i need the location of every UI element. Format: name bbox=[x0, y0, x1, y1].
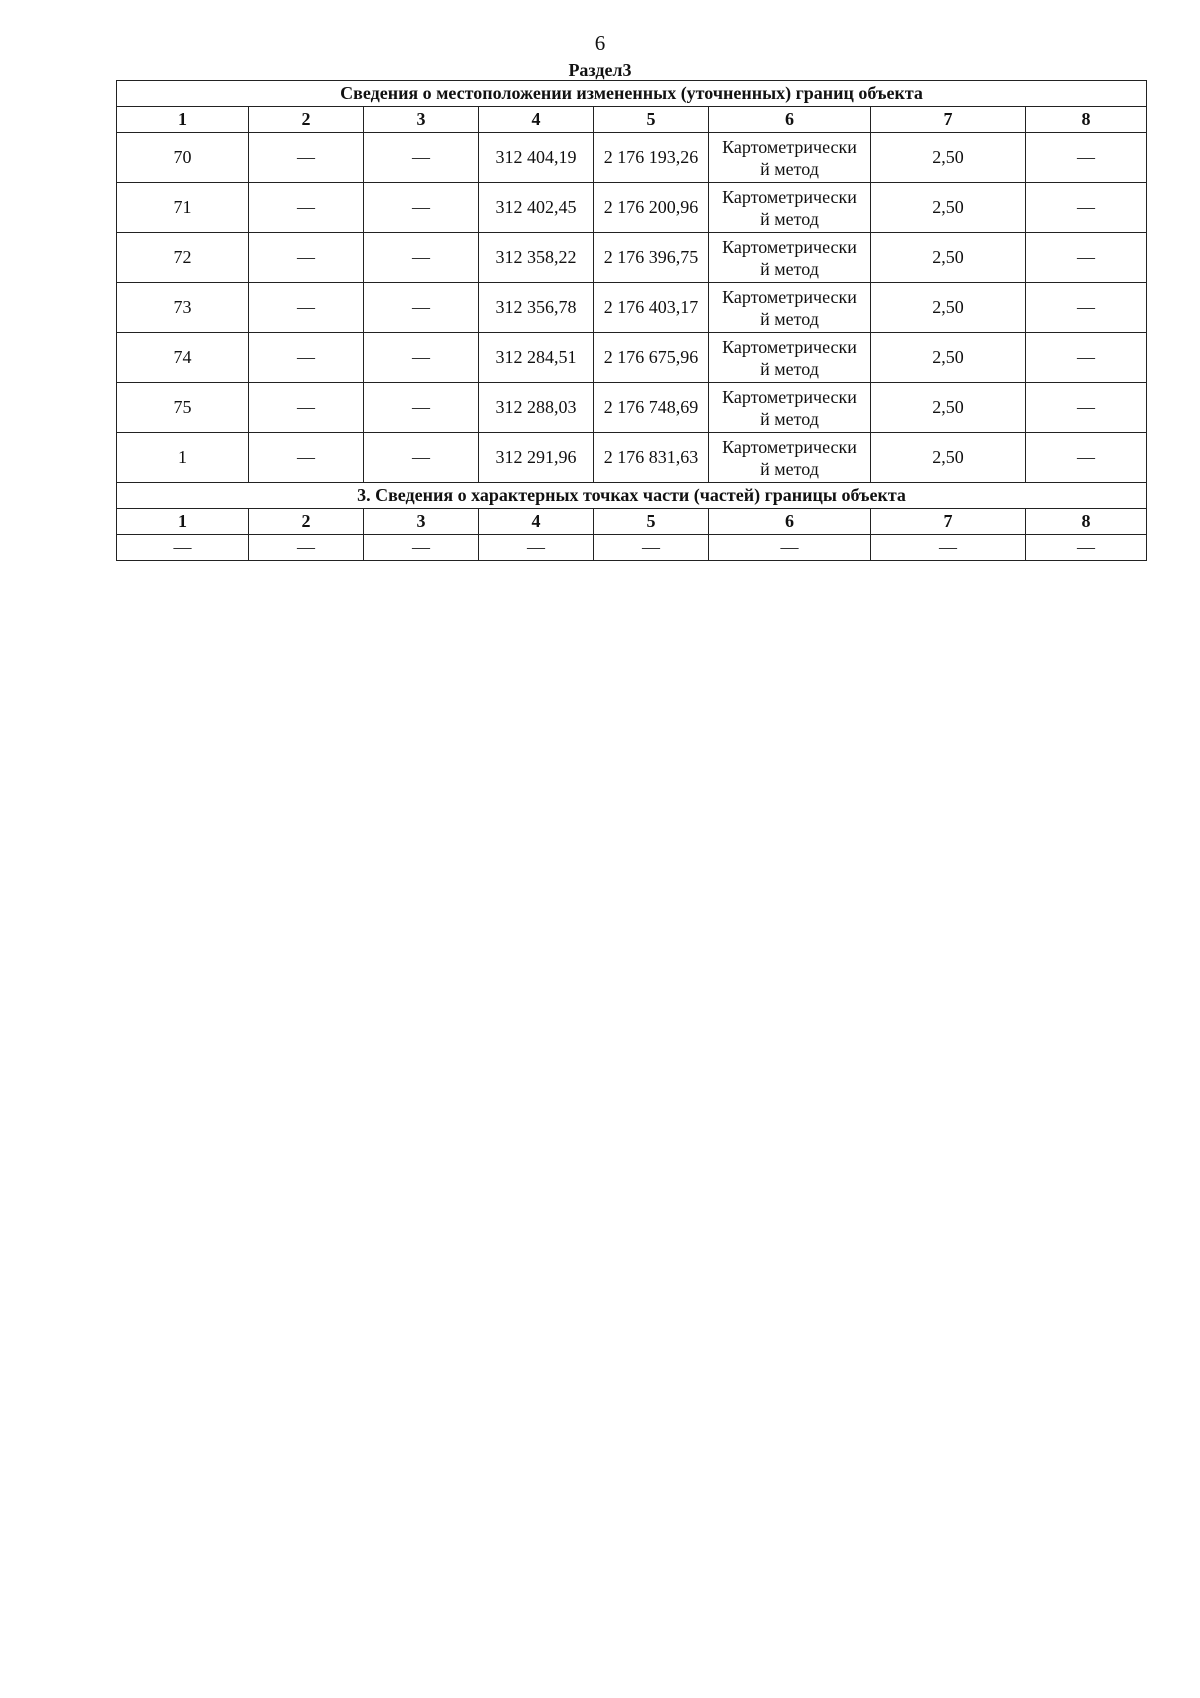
method-line: й метод bbox=[760, 408, 819, 429]
column-header: 4 bbox=[479, 509, 594, 535]
table-cell: — bbox=[249, 133, 364, 183]
method-line: Картометрически bbox=[722, 136, 857, 157]
column-header: 8 bbox=[1026, 509, 1147, 535]
point-number-cell: 70 bbox=[117, 133, 249, 183]
column-header: 5 bbox=[594, 509, 709, 535]
accuracy-cell: 2,50 bbox=[871, 133, 1026, 183]
table-body bbox=[117, 81, 1147, 561]
coordinate-x-cell: 312 402,45 bbox=[479, 183, 594, 233]
accuracy-cell: 2,50 bbox=[871, 183, 1026, 233]
column-header: 5 bbox=[594, 107, 709, 133]
table-row bbox=[117, 283, 1147, 333]
coordinate-y-cell: 2 176 396,75 bbox=[594, 233, 709, 283]
method-line: Картометрически bbox=[722, 286, 857, 307]
table-cell: — bbox=[249, 183, 364, 233]
table-cell: — bbox=[364, 333, 479, 383]
method-cell bbox=[709, 383, 871, 433]
boundary-points-table bbox=[116, 80, 1147, 561]
table-cell: — bbox=[871, 535, 1026, 561]
page-number: 6 bbox=[594, 31, 606, 55]
table-cell: — bbox=[249, 233, 364, 283]
part-points-caption-row bbox=[117, 483, 1147, 509]
table-cell: — bbox=[1026, 333, 1147, 383]
table-cell: — bbox=[1026, 133, 1147, 183]
point-number-cell: 75 bbox=[117, 383, 249, 433]
method-line: й метод bbox=[760, 158, 819, 179]
table-cell: — bbox=[1026, 183, 1147, 233]
method-cell bbox=[709, 283, 871, 333]
method-cell bbox=[709, 233, 871, 283]
column-header: 6 bbox=[709, 107, 871, 133]
table-row bbox=[117, 183, 1147, 233]
column-header: 3 bbox=[364, 509, 479, 535]
method-cell bbox=[709, 433, 871, 483]
table-caption-row bbox=[117, 81, 1147, 107]
method-cell bbox=[709, 333, 871, 383]
section-title: Раздел3 bbox=[568, 60, 632, 80]
table-cell: — bbox=[249, 433, 364, 483]
method-line: й метод bbox=[760, 308, 819, 329]
coordinate-x-cell: 312 291,96 bbox=[479, 433, 594, 483]
coordinate-y-cell: 2 176 831,63 bbox=[594, 433, 709, 483]
table-cell: — bbox=[1026, 283, 1147, 333]
method-line: й метод bbox=[760, 258, 819, 279]
table-cell: — bbox=[364, 233, 479, 283]
coordinate-y-cell: 2 176 403,17 bbox=[594, 283, 709, 333]
coordinate-y-cell: 2 176 675,96 bbox=[594, 333, 709, 383]
table-row bbox=[117, 133, 1147, 183]
method-cell bbox=[709, 183, 871, 233]
column-header: 1 bbox=[117, 509, 249, 535]
table-cell: — bbox=[1026, 433, 1147, 483]
accuracy-cell: 2,50 bbox=[871, 283, 1026, 333]
table-cell: — bbox=[1026, 535, 1147, 561]
table-cell: — bbox=[364, 433, 479, 483]
coordinate-x-cell: 312 358,22 bbox=[479, 233, 594, 283]
table-cell: — bbox=[364, 283, 479, 333]
method-line: Картометрически bbox=[722, 386, 857, 407]
method-line: й метод bbox=[760, 358, 819, 379]
point-number-cell: 1 bbox=[117, 433, 249, 483]
table-cell: — bbox=[364, 383, 479, 433]
method-line: й метод bbox=[760, 208, 819, 229]
point-number-cell: 72 bbox=[117, 233, 249, 283]
column-header: 7 bbox=[871, 107, 1026, 133]
table-row bbox=[117, 535, 1147, 561]
point-number-cell: 73 bbox=[117, 283, 249, 333]
table-cell: — bbox=[249, 535, 364, 561]
column-header: 2 bbox=[249, 107, 364, 133]
table-cell: — bbox=[117, 535, 249, 561]
table-cell: — bbox=[709, 535, 871, 561]
coordinate-x-cell: 312 284,51 bbox=[479, 333, 594, 383]
table-row bbox=[117, 433, 1147, 483]
table-row bbox=[117, 333, 1147, 383]
table-cell: — bbox=[594, 535, 709, 561]
accuracy-cell: 2,50 bbox=[871, 383, 1026, 433]
coordinate-y-cell: 2 176 748,69 bbox=[594, 383, 709, 433]
method-line: Картометрически bbox=[722, 236, 857, 257]
table-cell: — bbox=[364, 133, 479, 183]
table-caption: Сведения о местоположении измененных (уточненных) границ объекта bbox=[117, 81, 1147, 107]
point-number-cell: 74 bbox=[117, 333, 249, 383]
accuracy-cell: 2,50 bbox=[871, 333, 1026, 383]
method-cell bbox=[709, 133, 871, 183]
accuracy-cell: 2,50 bbox=[871, 233, 1026, 283]
table-cell: — bbox=[1026, 383, 1147, 433]
method-line: Картометрически bbox=[722, 336, 857, 357]
method-line: Картометрически bbox=[722, 186, 857, 207]
coordinate-x-cell: 312 404,19 bbox=[479, 133, 594, 183]
coordinate-x-cell: 312 356,78 bbox=[479, 283, 594, 333]
column-header: 4 bbox=[479, 107, 594, 133]
column-header: 7 bbox=[871, 509, 1026, 535]
column-header: 3 bbox=[364, 107, 479, 133]
table-cell: — bbox=[364, 183, 479, 233]
column-header: 2 bbox=[249, 509, 364, 535]
coordinate-y-cell: 2 176 193,26 bbox=[594, 133, 709, 183]
table-row bbox=[117, 383, 1147, 433]
table-cell: — bbox=[479, 535, 594, 561]
table-cell: — bbox=[1026, 233, 1147, 283]
coordinate-y-cell: 2 176 200,96 bbox=[594, 183, 709, 233]
coordinate-x-cell: 312 288,03 bbox=[479, 383, 594, 433]
table-cell: — bbox=[249, 283, 364, 333]
part-points-header-row bbox=[117, 509, 1147, 535]
point-number-cell: 71 bbox=[117, 183, 249, 233]
table-cell: — bbox=[249, 333, 364, 383]
method-line: Картометрически bbox=[722, 436, 857, 457]
table-cell: — bbox=[249, 383, 364, 433]
table-row bbox=[117, 233, 1147, 283]
method-line: й метод bbox=[760, 458, 819, 479]
column-header: 1 bbox=[117, 107, 249, 133]
column-header: 8 bbox=[1026, 107, 1147, 133]
part-points-caption: 3. Сведения о характерных точках части (частей) границы объекта bbox=[117, 483, 1147, 509]
table-header-row bbox=[117, 107, 1147, 133]
table-cell: — bbox=[364, 535, 479, 561]
accuracy-cell: 2,50 bbox=[871, 433, 1026, 483]
column-header: 6 bbox=[709, 509, 871, 535]
